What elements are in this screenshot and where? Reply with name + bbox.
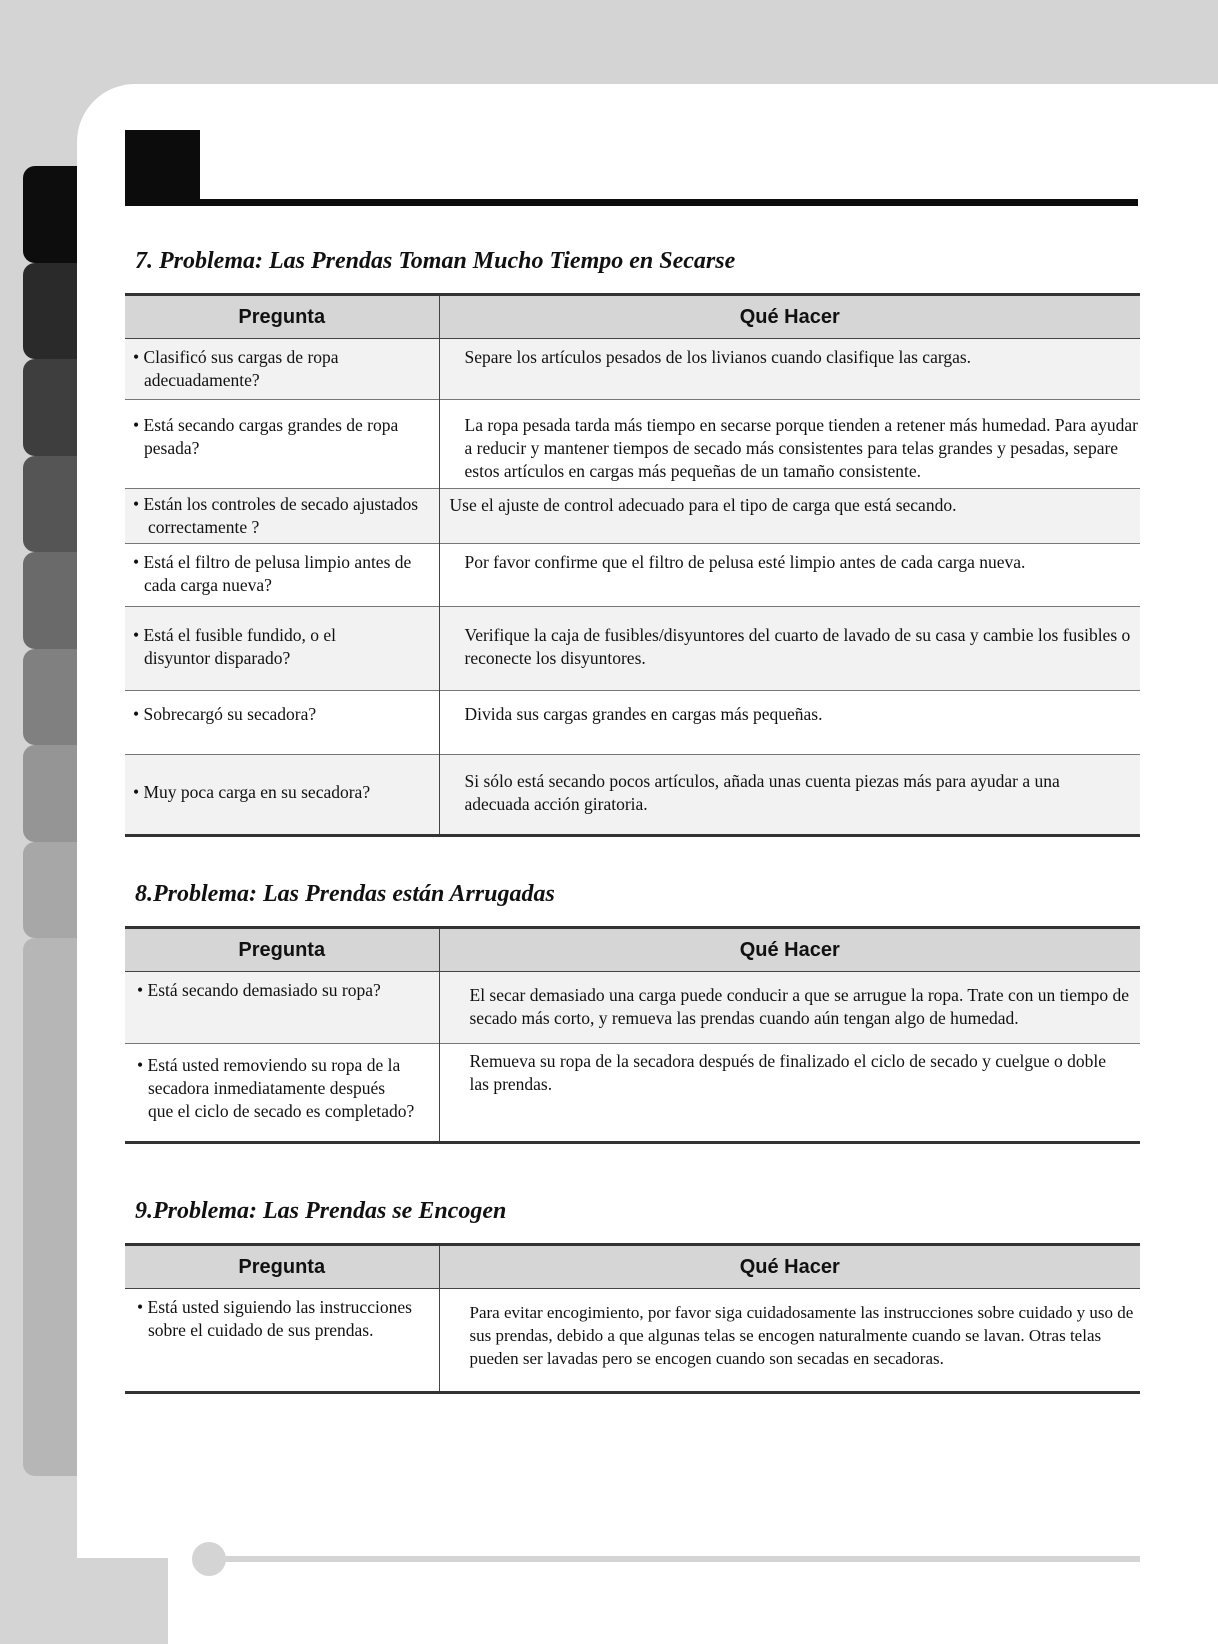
answer-text: Para evitar encogimiento, por favor siga cuidadosamente las instrucciones sobre cuidado y uso de sus prendas, debido a que algunas telas se encogen naturalmente cuando se lavan. Otras telas pueden ser lavadas pero se encogen cuando son secadas en secadoras. bbox=[439, 1289, 1140, 1393]
side-tab-6 bbox=[23, 649, 83, 745]
question-text: correctamente ? bbox=[148, 517, 260, 537]
answer-text: Por favor confirme que el filtro de pelusa esté limpio antes de cada carga nueva. bbox=[439, 544, 1140, 607]
question-text: cada carga nueva? bbox=[144, 575, 272, 595]
question-text: que el ciclo de secado es completado? bbox=[148, 1101, 415, 1121]
question-text: • Está secando demasiado su ropa? bbox=[137, 980, 381, 1000]
question-text: adecuadamente? bbox=[144, 370, 260, 390]
column-header-question: Pregunta bbox=[125, 928, 439, 972]
table-row bbox=[125, 691, 1140, 755]
question-text: • Están los controles de secado ajustados bbox=[133, 494, 419, 514]
table-row bbox=[125, 489, 1140, 544]
question-text: • Está el filtro de pelusa limpio antes de bbox=[133, 552, 412, 572]
section-7-title: 7. Problema: Las Prendas Toman Mucho Tiempo en Secarse bbox=[135, 248, 736, 274]
table-row bbox=[125, 1289, 1140, 1393]
answer-text: El secar demasiado una carga puede conducir a que se arrugue la ropa. Trate con un tiempo de secado más corto, y remueva las prendas cuando aún tengan algo de humedad. bbox=[439, 972, 1140, 1044]
question-text: • Clasificó sus cargas de ropa bbox=[133, 347, 339, 367]
table-row bbox=[125, 400, 1140, 489]
answer-text: Si sólo está secando pocos artículos, añada unas cuenta piezas más para ayudar a una adecuada acción giratoria. bbox=[439, 755, 1140, 836]
question-text: disyuntor disparado? bbox=[144, 648, 291, 668]
column-header-answer: Qué Hacer bbox=[439, 1245, 1140, 1289]
question-text: • Está el fusible fundido, o el bbox=[133, 625, 336, 645]
section-7-table bbox=[125, 293, 1140, 837]
table-row bbox=[125, 607, 1140, 691]
table-row bbox=[125, 544, 1140, 607]
table-row bbox=[125, 972, 1140, 1044]
answer-text: Remueva su ropa de la secadora después de finalizado el ciclo de secado y cuelgue o doble las prendas. bbox=[439, 1044, 1140, 1143]
question-text: • Está secando cargas grandes de ropa bbox=[133, 415, 399, 435]
side-tab-4 bbox=[23, 456, 83, 552]
table-row bbox=[125, 339, 1140, 400]
question-text: • Muy poca carga en su secadora? bbox=[133, 782, 371, 802]
table-row bbox=[125, 1044, 1140, 1143]
section-9-table bbox=[125, 1243, 1140, 1394]
chapter-marker bbox=[125, 130, 200, 205]
page-bottom-strip bbox=[168, 1558, 1218, 1644]
footer-rule bbox=[225, 1556, 1140, 1562]
side-tab-3 bbox=[23, 359, 83, 456]
column-header-question: Pregunta bbox=[125, 1245, 439, 1289]
table-row bbox=[125, 755, 1140, 836]
question-text: sobre el cuidado de sus prendas. bbox=[148, 1320, 374, 1340]
column-header-question: Pregunta bbox=[125, 295, 439, 339]
answer-text: Divida sus cargas grandes en cargas más pequeñas. bbox=[439, 691, 1140, 755]
question-text: pesada? bbox=[144, 438, 200, 458]
column-header-answer: Qué Hacer bbox=[439, 295, 1140, 339]
answer-text: Use el ajuste de control adecuado para el tipo de carga que está secando. bbox=[439, 489, 1140, 544]
section-8-table bbox=[125, 926, 1140, 1144]
side-tab-8 bbox=[23, 842, 83, 938]
answer-text: La ropa pesada tarda más tiempo en secarse porque tienden a retener más humedad. Para ayudar a reducir y mantener tiempos de secado más consistentes para telas grandes y pesadas, separe estos artículos en cargas más pequeñas de un tamaño consistente. bbox=[439, 400, 1140, 489]
column-header-answer: Qué Hacer bbox=[439, 928, 1140, 972]
section-9-title: 9.Problema: Las Prendas se Encogen bbox=[135, 1198, 507, 1224]
answer-text: Verifique la caja de fusibles/disyuntores del cuarto de lavado de su casa y cambie los fusibles o reconecte los disyuntores. bbox=[439, 607, 1140, 691]
side-tab-9 bbox=[23, 938, 83, 1476]
side-tab-7 bbox=[23, 745, 83, 842]
header-rule bbox=[125, 199, 1138, 206]
side-tab-1 bbox=[23, 166, 83, 263]
footer-dot bbox=[192, 1542, 226, 1576]
question-text: secadora inmediatamente después bbox=[148, 1078, 386, 1098]
answer-text: Separe los artículos pesados de los livianos cuando clasifique las cargas. bbox=[439, 339, 1140, 400]
side-tab-5 bbox=[23, 552, 83, 649]
side-tab-2 bbox=[23, 263, 83, 359]
question-text: • Está usted removiendo su ropa de la bbox=[137, 1055, 401, 1075]
question-text: • Está usted siguiendo las instrucciones bbox=[137, 1297, 412, 1317]
question-text: • Sobrecargó su secadora? bbox=[133, 704, 317, 724]
section-8-title: 8.Problema: Las Prendas están Arrugadas bbox=[135, 881, 555, 907]
